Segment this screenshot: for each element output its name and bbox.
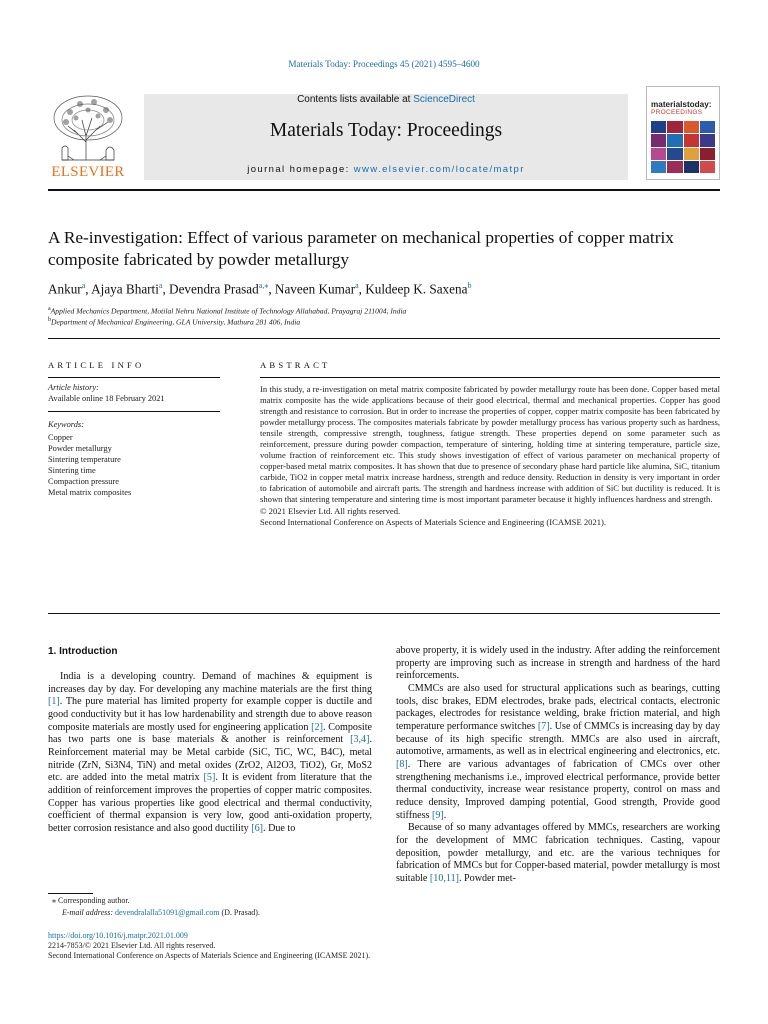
doi-link[interactable]: https://doi.org/10.1016/j.matpr.2021.01.009 xyxy=(48,931,188,940)
affiliation-a xyxy=(48,306,406,316)
right-column xyxy=(396,645,720,885)
keyword-item: Sintering time xyxy=(48,466,96,475)
reference-link[interactable]: [7] xyxy=(537,720,550,732)
author-list: Ankur$^a$, Ajaya Bharti$^a$, Devendra Prasad$^{a,⁎}$, Naveen Kumar$^a$, Kuldeep K. Saxena$^b$ xyxy=(48,281,472,297)
paragraph-text: . There are various advantages of fabrication of CMCs over other strengthening mechanisms i.e., improved electrical performance, provide better thermal conductivity, increase wear resistance property, control on mass and reduce density, Improved damping potential, Good strength, Provide good stiffness xyxy=(396,758,720,821)
keyword-item: Sintering temperature xyxy=(48,455,121,464)
intro-paragraph-continued: above property, it is widely used in the industry. After adding the reinforcement property are improving such as increase in strength and hardness of the hard reinforcements. xyxy=(396,645,720,682)
keyword-item: Copper xyxy=(48,433,73,442)
reference-link[interactable]: [6] xyxy=(251,822,264,834)
page-footer xyxy=(48,931,370,962)
affiliation-sup: a xyxy=(48,306,51,312)
author-affil-sup[interactable]: a,⁎ xyxy=(258,281,269,290)
paragraph-text: . xyxy=(443,809,447,821)
author-ajaya-bharti[interactable]: Ajaya Bharti xyxy=(91,281,159,297)
keyword-item: Metal matrix composites xyxy=(48,488,132,497)
abstract-bottom-divider xyxy=(48,613,720,614)
history-value: Available online 18 February 2021 xyxy=(48,394,165,403)
reference-link[interactable]: [10,11] xyxy=(429,872,459,884)
contents-availability xyxy=(144,94,628,105)
paragraph-text: Because of so many advantages offered by MMCs, researchers are working for the development of MMC fabrication techniques. Casting, vapour deposition, powder metallurgy, and etc. are the various techniques for fabrication of MMCs but for Copper-based material, powder metallurgy is most suitable xyxy=(396,822,720,884)
homepage-link[interactable]: www.elsevier.com/locate/matpr xyxy=(353,164,525,175)
reference-link[interactable]: [8] xyxy=(396,758,408,770)
issn-copyright: 2214-7853/© 2021 Elsevier Ltd. All rights reserved. xyxy=(48,941,216,951)
header-divider xyxy=(48,338,720,339)
journal-cover-thumbnail[interactable] xyxy=(646,86,720,180)
abstract-copyright: © 2021 Elsevier Ltd. All rights reserved. xyxy=(260,505,401,516)
masthead xyxy=(48,86,720,182)
masthead-divider xyxy=(48,189,720,191)
publisher-name: ELSEVIER xyxy=(51,164,125,180)
contents-prefix: Contents lists available at xyxy=(297,94,414,105)
cover-image-grid xyxy=(651,121,715,173)
footnote-divider xyxy=(48,893,93,894)
cover-title: materialstoday: xyxy=(651,100,712,109)
author-naveen-kumar[interactable]: Naveen Kumar xyxy=(274,281,356,297)
intro-paragraph xyxy=(396,822,720,885)
journal-citation[interactable]: Materials Today: Proceedings 45 (2021) 4595–4600 xyxy=(288,59,480,69)
paragraph-text: . The pure material has limited property for example copper is ductile and good conductivity but it has low hardenability and strength due to above reason composite materials are mostly used for engineering application xyxy=(48,696,372,733)
affiliation-sup: b xyxy=(48,317,51,323)
journal-banner xyxy=(144,94,628,180)
sciencedirect-link[interactable]: ScienceDirect xyxy=(413,94,475,105)
cover-subtitle: PROCEEDINGS xyxy=(651,109,703,116)
affiliation-b xyxy=(48,317,300,327)
elsevier-logo[interactable] xyxy=(48,90,128,180)
info-divider xyxy=(48,411,220,412)
reference-link[interactable]: [3,4] xyxy=(350,734,370,746)
abstract-text: In this study, a re-investigation on metal matrix composite fabricated by powder metallurgy route has been done. Copper based metal matrix composite has the wide applications because of their good electrical, thermal and mechanical properties. Copper has good strength and resistance to corrosion. But in order to increase the properties of copper, copper matrix composite has been fabricated by powder metallurgy process. The composites materials fabricate by powder metallurgy process has various property such as hardness, tensile strength, compressive strength, toughness, fatigue strength. These properties depend on some parameter such as reinforcement, pressure during powder compaction, temperature of sintering, holding time at sintering temperature, particle size, volume fraction of reinforcement etc. This study shows investigation of effect of various parameter on mechanical property of copper-based metal matrix composites. It has shown that due to presence of secondary phase hard particle like alumina, SiC, titanium carbide, TiO2 in copper metal matrix increase hardness, strength and reduce density. Reduction in density is very important in order to fabrication of automobile and aircraft parts. The strength and hardness increase with addition of SiC but ductility is reduced. It is shown that sintering temperature and sintering time is most important parameter because it highly influences hardness and strength. xyxy=(260,384,720,505)
affiliation-text: Department of Mechanical Engineering, GLA University, Mathura 281 406, India xyxy=(51,317,301,327)
reference-link[interactable]: [1] xyxy=(48,696,60,708)
reference-link[interactable]: [9] xyxy=(431,809,444,821)
article-info-heading: ARTICLE INFO xyxy=(48,360,145,370)
corresponding-author-note: ⁎ Corresponding author. xyxy=(52,896,130,905)
paragraph-text: . Powder met- xyxy=(458,872,516,884)
author-affil-sup[interactable]: a xyxy=(355,281,359,290)
reference-link[interactable]: [5] xyxy=(203,772,216,784)
author-kuldeep-saxena[interactable]: Kuldeep K. Saxena xyxy=(365,281,468,297)
footer-conference: Second International Conference on Aspects of Materials Science and Engineering (ICAMSE 2021). xyxy=(48,951,371,961)
paragraph-text: . It is evident from literature that the addition of reinforcement improves the properties of copper matric composites. Copper has various properties like good electrical and thermal conductivity, coefficient of thermal expansion is very low, good anti-oxidation property, better corrosion resistance and also good ductility xyxy=(48,772,372,834)
author-ankur[interactable]: Ankur xyxy=(48,281,82,297)
history-label: Article history: xyxy=(48,383,99,392)
abstract-divider xyxy=(260,377,720,378)
author-devendra-prasad[interactable]: Devendra Prasad xyxy=(169,281,259,297)
keyword-item: Powder metallurgy xyxy=(48,444,112,453)
paragraph-text: India is a developing country. Demand of machines & equipment is increases day by day. For developing any machine materials are the first thing xyxy=(48,671,372,695)
journal-title[interactable]: Materials Today: Proceedings xyxy=(269,120,503,141)
paragraph-text: . Reinforcement material may be Metal carbide (SiC, TiC, WC, B4C), metal nitride (ZrN, Si3N4, TiN) and metal oxides (ZrO2, Al2O3, TiO2), Gr, MoS2 etc. are added into the metal matrix xyxy=(48,734,372,784)
email-footnote xyxy=(62,908,260,917)
keyword-item: Compaction pressure xyxy=(48,477,119,486)
abstract-conference: Second International Conference on Aspects of Materials Science and Engineering (ICAMSE 2021). xyxy=(260,516,607,527)
article-title: A Re-investigation: Effect of various parameter on mechanical properties of copper matrix composite fabricated by powder metallurgy xyxy=(48,228,674,269)
abstract-heading: ABSTRACT xyxy=(260,360,331,370)
journal-homepage xyxy=(144,164,628,175)
intro-paragraph xyxy=(48,671,372,836)
info-divider xyxy=(48,377,220,378)
intro-paragraph xyxy=(396,683,720,822)
paragraph-text: . Composite has two parts one is base materials & another is reinforcement xyxy=(48,721,372,746)
author-affil-sup[interactable]: a xyxy=(81,281,86,290)
email-label: E-mail address: xyxy=(62,908,116,917)
section-heading-introduction: 1. Introduction xyxy=(48,646,118,657)
homepage-prefix: journal homepage: xyxy=(247,164,354,175)
abstract-body xyxy=(260,384,720,528)
email-link[interactable]: devendralalla51091@gmail.com xyxy=(115,908,220,917)
affiliation-text: Applied Mechanics Department, Motilal Nehru National Institute of Technology Allahabad, Prayagraj 211004, India xyxy=(50,306,407,316)
author-affil-sup[interactable]: b xyxy=(467,281,472,290)
left-column xyxy=(48,671,372,836)
author-affil-sup[interactable]: a xyxy=(158,281,163,290)
paragraph-text: . Due to xyxy=(263,822,296,834)
paragraph-text: CMMCs are also used for structural applications such as bearings, cutting tools, disc brakes, EDM electrodes, brake pads, electrical contacts, electronic packages, electrodes for resistance welding, brake friction material, and high temperature performance switches xyxy=(396,682,720,732)
keyword-list xyxy=(48,432,131,498)
email-suffix: (D. Prasad). xyxy=(219,908,260,917)
paragraph-text: . Use of CMMCs is increasing day by day because of its high specific strength. MMCs are also used in aircraft, automotive, armaments, as well as in electrical engineering and electronics, etc. xyxy=(396,720,720,758)
reference-link[interactable]: [2] xyxy=(311,721,323,733)
keywords-label: Keywords: xyxy=(48,420,84,429)
